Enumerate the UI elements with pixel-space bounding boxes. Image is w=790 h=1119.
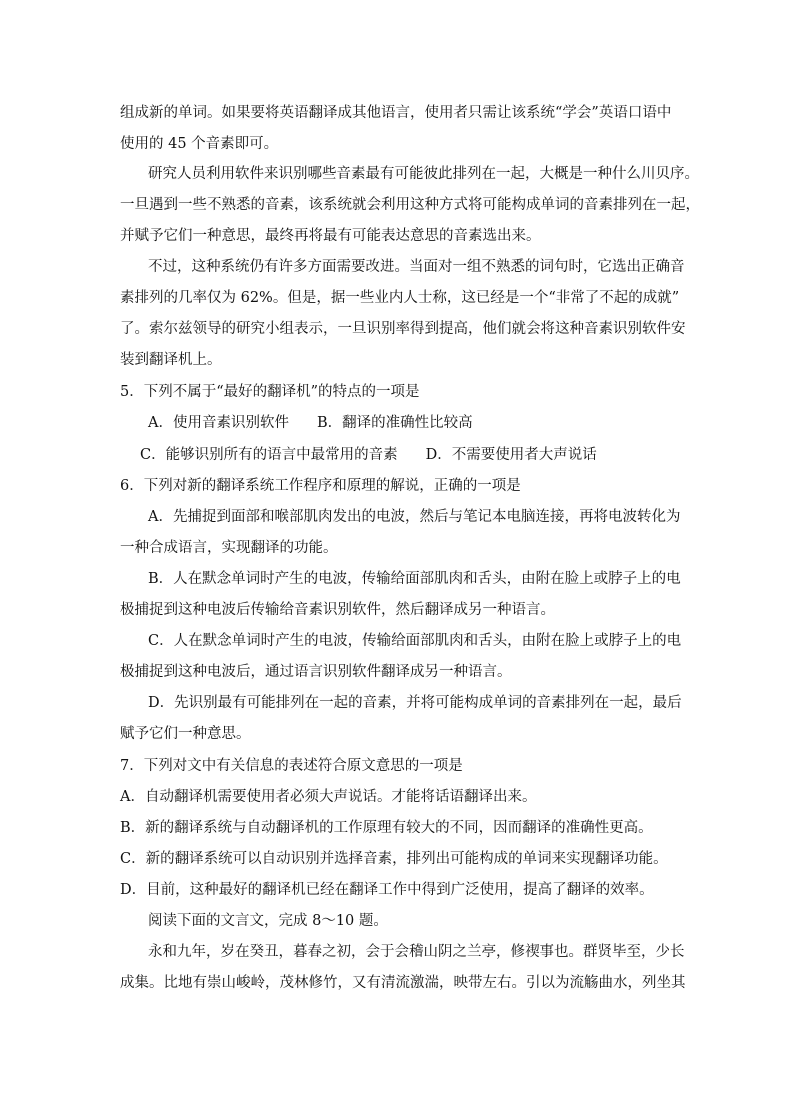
- question-6-option-d-cont: 赋予它们一种意思。: [120, 726, 251, 742]
- question-7-option-a: A．自动翻译机需要使用者必须大声说话。才能将话语翻译出来。: [120, 789, 537, 805]
- question-5-option-b: B．翻译的准确性比较高: [316, 415, 473, 431]
- question-5-options-cd: [140, 445, 700, 465]
- passage-line: 一旦遇到一些不熟悉的音素，该系统就会利用这种方式将可能构成单词的音素排列在一起，: [120, 197, 700, 213]
- passage-line: 组成新的单词。如果要将英语翻译成其他语言，使用者只需让该系统“学会”英语口语中: [120, 105, 672, 121]
- question-7-stem: 7．下列对文中有关信息的表述符合原文意思的一项是: [120, 758, 463, 774]
- question-5-option-a: A．使用音素识别软件: [148, 415, 289, 431]
- question-6-option-c: C．人在默念单词时产生的电波，传输给面部肌肉和舌头，由附在脸上或脖子上的电: [148, 633, 682, 649]
- question-5-option-c: C．能够识别所有的语言中最常用的音素: [140, 447, 398, 463]
- passage-line: 了。索尔兹领导的研究小组表示，一旦识别率得到提高，他们就会将这种音素识别软件安: [120, 321, 686, 337]
- question-6-option-d: D．先识别最有可能排列在一起的音素，并将可能构成单词的音素排列在一起，最后: [148, 695, 682, 711]
- question-5-stem: 5．下列不属于“最好的翻译机”的特点的一项是: [120, 384, 420, 400]
- question-7-option-d: D．目前，这种最好的翻译机已经在翻译工作中得到广泛使用，提高了翻译的效率。: [120, 882, 654, 898]
- classical-text-line: 成集。比地有崇山峻岭，茂林修竹，又有清流激湍，映带左右。引以为流觞曲水，列坐其: [120, 975, 686, 991]
- question-6-option-c-cont: 极捕捉到这种电波后，通过语言识别软件翻译成另一种语言。: [120, 664, 512, 680]
- question-6-stem: 6．下列对新的翻译系统工作程序和原理的解说，正确的一项是: [120, 478, 521, 494]
- question-6-option-a-cont: 一种合成语言，实现翻译的功能。: [120, 540, 338, 556]
- passage-line: 不过，这种系统仍有许多方面需要改进。当面对一组不熟悉的词句时，它选出正确音: [148, 259, 685, 275]
- classical-text-line: 永和九年，岁在癸丑，暮春之初，会于会稽山阴之兰亭，修禊事也。群贤毕至，少长: [148, 944, 685, 960]
- question-7-option-c: C．新的翻译系统可以自动识别并选择音素，排列出可能构成的单词来实现翻译功能。: [120, 851, 668, 867]
- passage-line: 素排列的几率仅为 62%。但是，据一些业内人士称，这已经是一个“非常了不起的成就”: [120, 290, 680, 306]
- question-5-options-ab: [148, 413, 708, 433]
- question-7-option-b: B．新的翻译系统与自动翻译机的工作原理有较大的不同，因而翻译的准确性更高。: [120, 820, 653, 836]
- passage-line: 并赋予它们一种意思，最终再将最有可能表达意思的音素选出来。: [120, 228, 541, 244]
- passage-line: 研究人员利用软件来识别哪些音素最有可能彼此排列在一起，大概是一种什么川贝序。: [148, 166, 699, 182]
- question-6-option-b-cont: 极捕捉到这种电波后传输给音素识别软件，然后翻译成另一种语言。: [120, 602, 555, 618]
- passage-line: 装到翻译机上。: [120, 352, 222, 368]
- reading-intro: 阅读下面的文言文，完成 8～10 题。: [148, 913, 388, 929]
- question-6-option-a: A．先捕捉到面部和喉部肌肉发出的电波，然后与笔记本电脑连接，再将电波转化为: [148, 509, 681, 525]
- question-6-option-b: B．人在默念单词时产生的电波，传输给面部肌肉和舌头，由附在脸上或脖子上的电: [148, 571, 681, 587]
- passage-line: 使用的 45 个音素即可。: [120, 136, 279, 152]
- question-5-option-d: D．不需要使用者大声说话: [425, 447, 597, 463]
